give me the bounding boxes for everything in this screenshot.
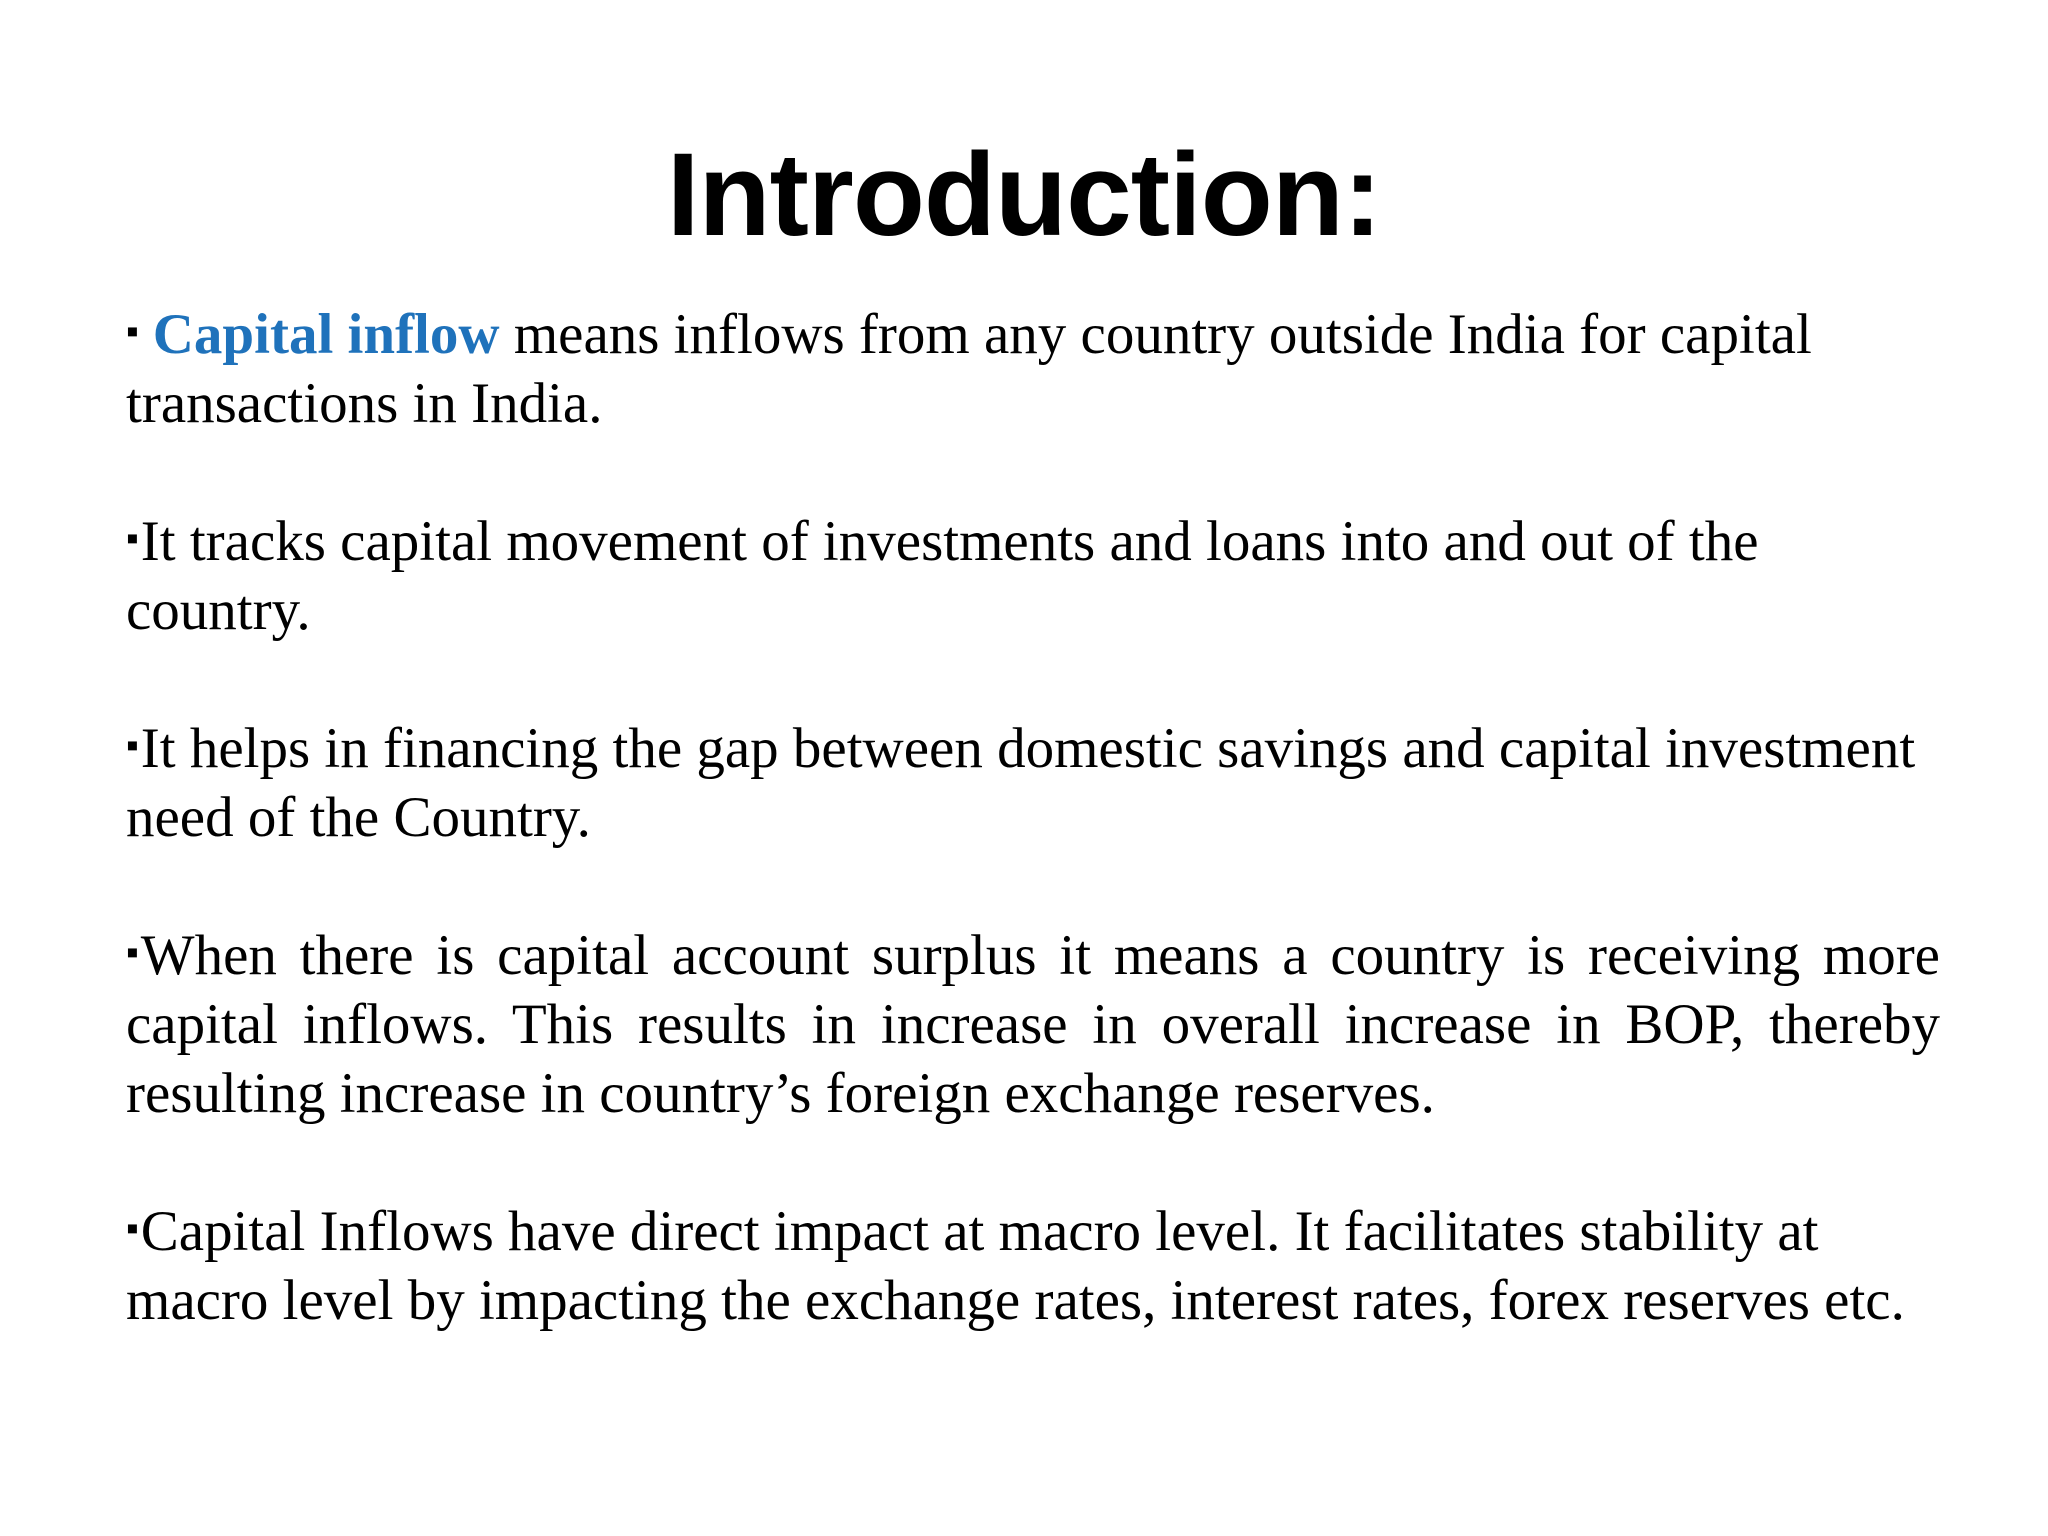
bullet-text: It helps in financing the gap between domestic savings and capital investment need of the Country.	[126, 717, 1916, 849]
bullet-item-macro-impact	[126, 1197, 1940, 1335]
bullet-text: It tracks capital movement of investments and loans into and out of the country.	[126, 510, 1759, 642]
bullet-item-capital-account-surplus	[126, 921, 1940, 1128]
highlighted-term: Capital inflow	[152, 303, 500, 366]
bullet-list	[126, 300, 1940, 1335]
square-bullet-icon: ▪	[126, 724, 139, 765]
bullet-text: When there is capital account surplus it means a country is receiving more capital inflows. This results in increase in overall increase in BOP, thereby resulting increase in country’s foreign exchange reserves.	[126, 924, 1940, 1125]
square-bullet-icon: ▪	[126, 1207, 139, 1248]
bullet-text: means inflows from any country outside India for capital transactions in India.	[126, 303, 1812, 435]
bullet-text: Capital Inflows have direct impact at macro level. It facilitates stability at macro level by impacting the exchange rates, interest rates, forex reserves etc.	[126, 1200, 1905, 1332]
slide-title: Introduction:	[666, 129, 1382, 261]
bullet-item-capital-inflow-definition	[126, 300, 1940, 438]
square-bullet-icon: ▪	[126, 931, 139, 972]
square-bullet-icon: ▪	[126, 310, 139, 351]
bullet-item-financing-gap	[126, 714, 1940, 852]
square-bullet-icon: ▪	[126, 517, 139, 558]
bullet-item-capital-movement	[126, 507, 1940, 645]
